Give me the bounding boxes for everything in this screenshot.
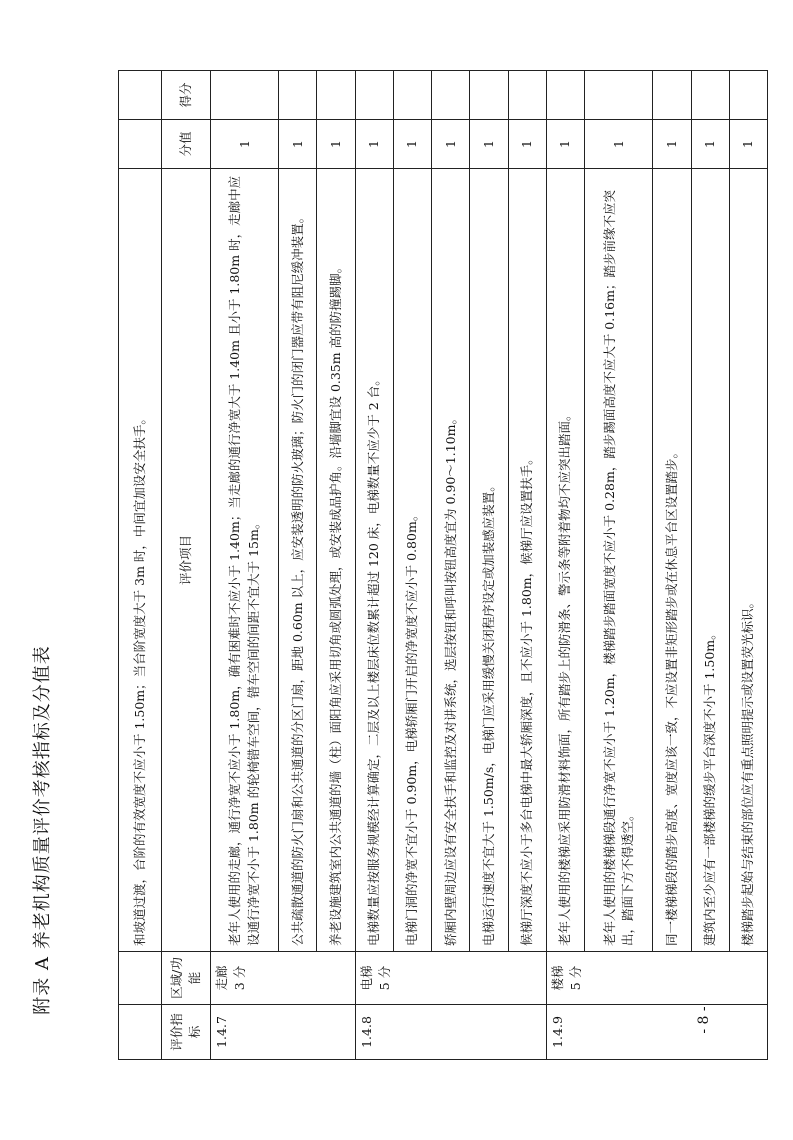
evaluation-item: 楼梯踏步起始与结束的部位应有重点照明提示或设置荧光标识。 [729, 169, 767, 952]
got-score-cell [585, 71, 653, 120]
continuation-score-cell [119, 120, 162, 169]
score-value: 1 [508, 120, 546, 169]
got-score-cell [355, 71, 393, 120]
score-value: 1 [432, 120, 470, 169]
evaluation-item: 建筑内至少应有一部楼梯的缓步平台深度不小于 1.50m。 [691, 169, 729, 952]
continuation-got-cell [119, 71, 162, 120]
table-row [691, 71, 729, 1060]
continuation-num-cell [119, 1005, 162, 1060]
table-row [546, 71, 584, 1060]
score-value: 1 [355, 120, 393, 169]
evaluation-item: 老年人使用的楼梯应采用防滑材料饰面，所有踏步上的防滑条、警示条等附着物均不应突出踏面。 [546, 169, 584, 952]
continuation-row [119, 71, 162, 1060]
header-area: 区域/功能 [162, 952, 211, 1005]
table-row [279, 71, 317, 1060]
evaluation-item: 同一楼梯梯段的踏步高度、宽度应该一致，不应设置非矩形踏步或在休息平台区设置踏步。 [653, 169, 691, 952]
indicator-number: 1.4.7 [211, 1005, 356, 1060]
continuation-area-cell [119, 952, 162, 1005]
evaluation-item: 老年人使用的走廊，通行净宽不应小于 1.80m，确有困难时不应小于 1.40m；当走廊的通行净宽大于 1.40m 且小于 1.80m 时，走廊中应设通行净宽不小于 1.80m 的轮椅错车空间，错车空间的间距不宜大于 15m。 [211, 169, 279, 952]
continuation-text: 和坡道过渡，台阶的有效宽度不应小于 1.50m；当台阶宽度大于 3m 时，中间宜加设安全扶手。 [119, 169, 162, 952]
score-value: 1 [585, 120, 653, 169]
table-row [432, 71, 470, 1060]
evaluation-item: 轿厢内壁周边应设有安全扶手和监控及对讲系统，选层按钮和呼叫按钮高度宜为 0.90～1.10m。 [432, 169, 470, 952]
table-row [470, 71, 508, 1060]
table-row [585, 71, 653, 1060]
header-row [162, 71, 211, 1060]
got-score-cell [211, 71, 279, 120]
evaluation-table [118, 70, 768, 1060]
evaluation-item: 公共疏散通道的防火门扇和公共通道的分区门扇，距地 0.60m 以上，应安装透明的防火玻璃；防火门的闭门器应带有阻尼缓冲装置。 [279, 169, 317, 952]
got-score-cell [432, 71, 470, 120]
page-caption: 附录 A 养老机构质量评价考核指标及分值表 [32, 645, 53, 1015]
got-score-cell [393, 71, 431, 120]
area-label: 楼梯 5 分 [546, 952, 767, 1005]
table-row [211, 71, 279, 1060]
score-value: 1 [470, 120, 508, 169]
got-score-cell [653, 71, 691, 120]
table-row [317, 71, 355, 1060]
got-score-cell [691, 71, 729, 120]
score-value: 1 [211, 120, 279, 169]
header-num: 评价指标 [162, 1005, 211, 1060]
area-label: 电梯 5 分 [355, 952, 546, 1005]
evaluation-item: 候梯厅深度不应小于多台电梯中最大轿厢深度，且不应小于 1.80m，候梯厅应设置扶手。 [508, 169, 546, 952]
evaluation-item: 老年人使用的楼梯梯段通行净宽不应小于 1.20m，楼梯踏步踏面宽度不应小于 0.28m，踏步踢面高度不应大于 0.16m；踏步前缘不应突出，踏面下方不得透空。 [585, 169, 653, 952]
score-value: 1 [546, 120, 584, 169]
score-value: 1 [279, 120, 317, 169]
page-number: - 8 - [696, 1006, 712, 1034]
indicator-number: 1.4.9 [546, 1005, 767, 1060]
table-row [508, 71, 546, 1060]
score-value: 1 [729, 120, 767, 169]
got-score-cell [470, 71, 508, 120]
rotated-table-wrapper [118, 70, 768, 1060]
evaluation-item: 电梯数量应按服务规模经计算确定，二层及以上楼层床位数累计超过 120 床，电梯数量不应少于 2 台。 [355, 169, 393, 952]
header-score: 分值 [162, 120, 211, 169]
evaluation-item: 养老设施建筑室内公共通道的墙（柱）面阳角应采用切角或圆弧处理，或安装成品护角。沿墙脚宜设 0.35m 高的防撞踢脚。 [317, 169, 355, 952]
area-label: 走廊 3 分 [211, 952, 356, 1005]
got-score-cell [508, 71, 546, 120]
got-score-cell [729, 71, 767, 120]
table-row [653, 71, 691, 1060]
score-value: 1 [691, 120, 729, 169]
score-value: 1 [653, 120, 691, 169]
evaluation-item: 电梯运行速度不宜大于 1.50m/s，电梯门应采用缓慢关闭程序设定或加装感应装置。 [470, 169, 508, 952]
got-score-cell [546, 71, 584, 120]
table-row [729, 71, 767, 1060]
score-value: 1 [317, 120, 355, 169]
got-score-cell [279, 71, 317, 120]
table-row [393, 71, 431, 1060]
table-row [355, 71, 393, 1060]
header-got: 得分 [162, 71, 211, 120]
score-value: 1 [393, 120, 431, 169]
got-score-cell [317, 71, 355, 120]
header-item: 评价项目 [162, 169, 211, 952]
evaluation-item: 电梯门洞的净宽不宜小于 0.90m，电梯轿厢门开启的净宽度不应小于 0.80m。 [393, 169, 431, 952]
indicator-number: 1.4.8 [355, 1005, 546, 1060]
